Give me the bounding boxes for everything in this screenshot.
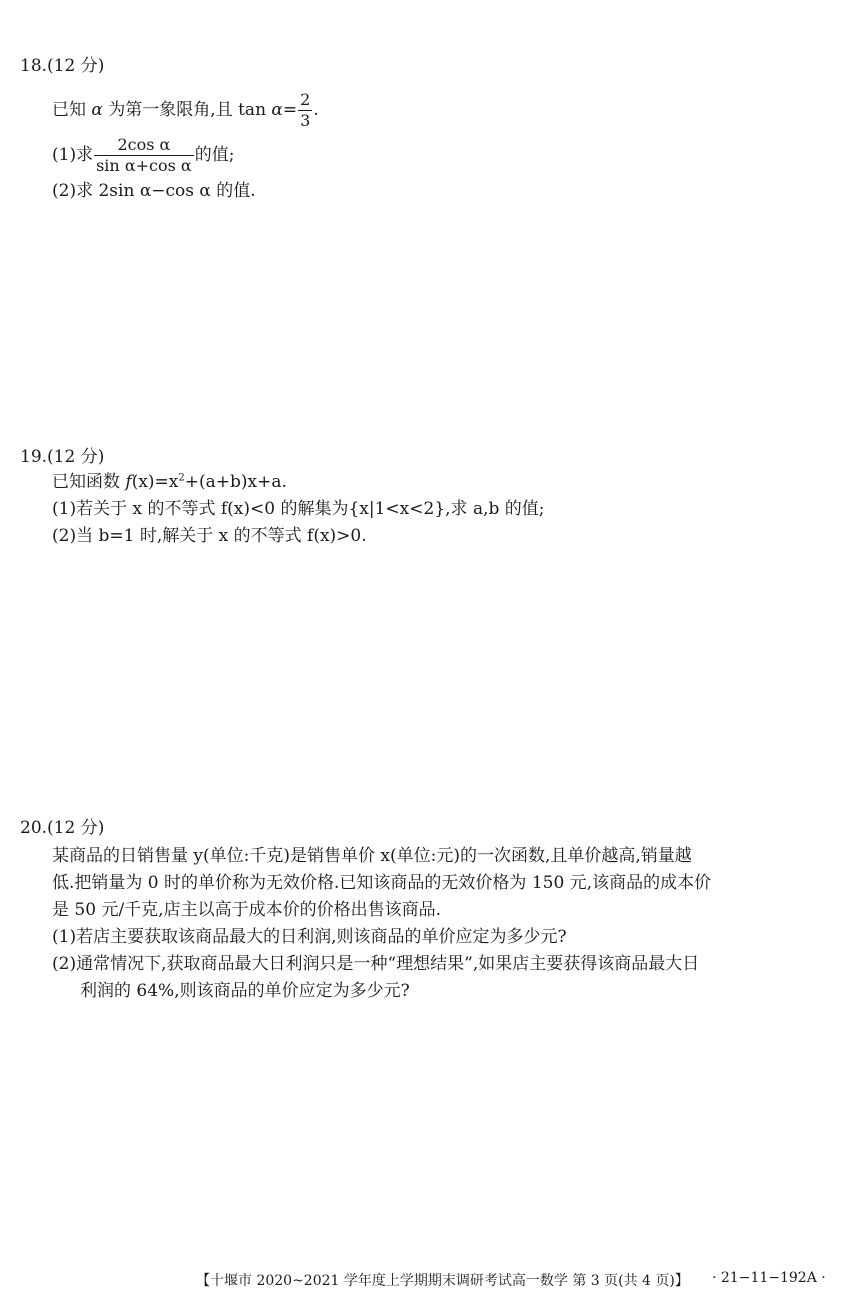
question-20-part-2-line-2: 利润的 64%,则该商品的单价应定为多少元? (80, 981, 410, 1001)
question-20-line-1: 某商品的日销售量 y(单位:千克)是销售单价 x(单位:元)的一次函数,且单价越高,销量越 (52, 846, 692, 866)
question-20-part-2-line-1: (2)通常情况下,获取商品最大日利润只是一种“理想结果”,如果店主要获得该商品最大日 (52, 954, 700, 974)
question-19-part-2: (2)当 b=1 时,解关于 x 的不等式 f(x)>0. (52, 526, 367, 546)
question-20-line-3: 是 50 元/千克,店主以高于成本价的价格出售该商品. (52, 900, 441, 920)
page-code: · 21−11−192A · (712, 1270, 826, 1286)
question-18-part-1: (1)求 $\frac{\text{2cos α}}{\text{sin α+cos α}}$ 的值; (52, 135, 235, 175)
question-20-line-2: 低.把销量为 0 时的单价称为无效价格.已知该商品的无效价格为 150 元,该商品的成本价 (52, 873, 712, 893)
fraction-two-thirds: $\frac{2}{3}$ (300, 90, 311, 130)
question-20-part-1: (1)若店主要获取该商品最大的日利润,则该商品的单价应定为多少元? (52, 927, 567, 947)
question-19-number: 19.(12 分) (20, 447, 105, 467)
question-19-part-1: (1)若关于 x 的不等式 f(x)<0 的解集为{x|1<x<2},求 a,b 的值; (52, 499, 545, 519)
fraction-expression: $\frac{\text{2cos α}}{\text{sin α+cos α}}$ (96, 135, 192, 175)
question-18-number: 18.(12 分) (20, 56, 105, 76)
page-footer: 【十堰市 2020~2021 学年度上学期期末调研考试高一数学 第 3 页(共 4 页)】 (196, 1273, 689, 1289)
question-18-stem: 已知 α 为第一象限角,且 tan α= $\frac{2}{3}$ . (52, 90, 319, 130)
question-18-part-2: (2)求 2sin α−cos α 的值. (52, 181, 256, 201)
question-20-number: 20.(12 分) (20, 818, 105, 838)
question-19-stem: 已知函数 $f(x)=x^2+(a+b)x+a$. (52, 472, 287, 492)
